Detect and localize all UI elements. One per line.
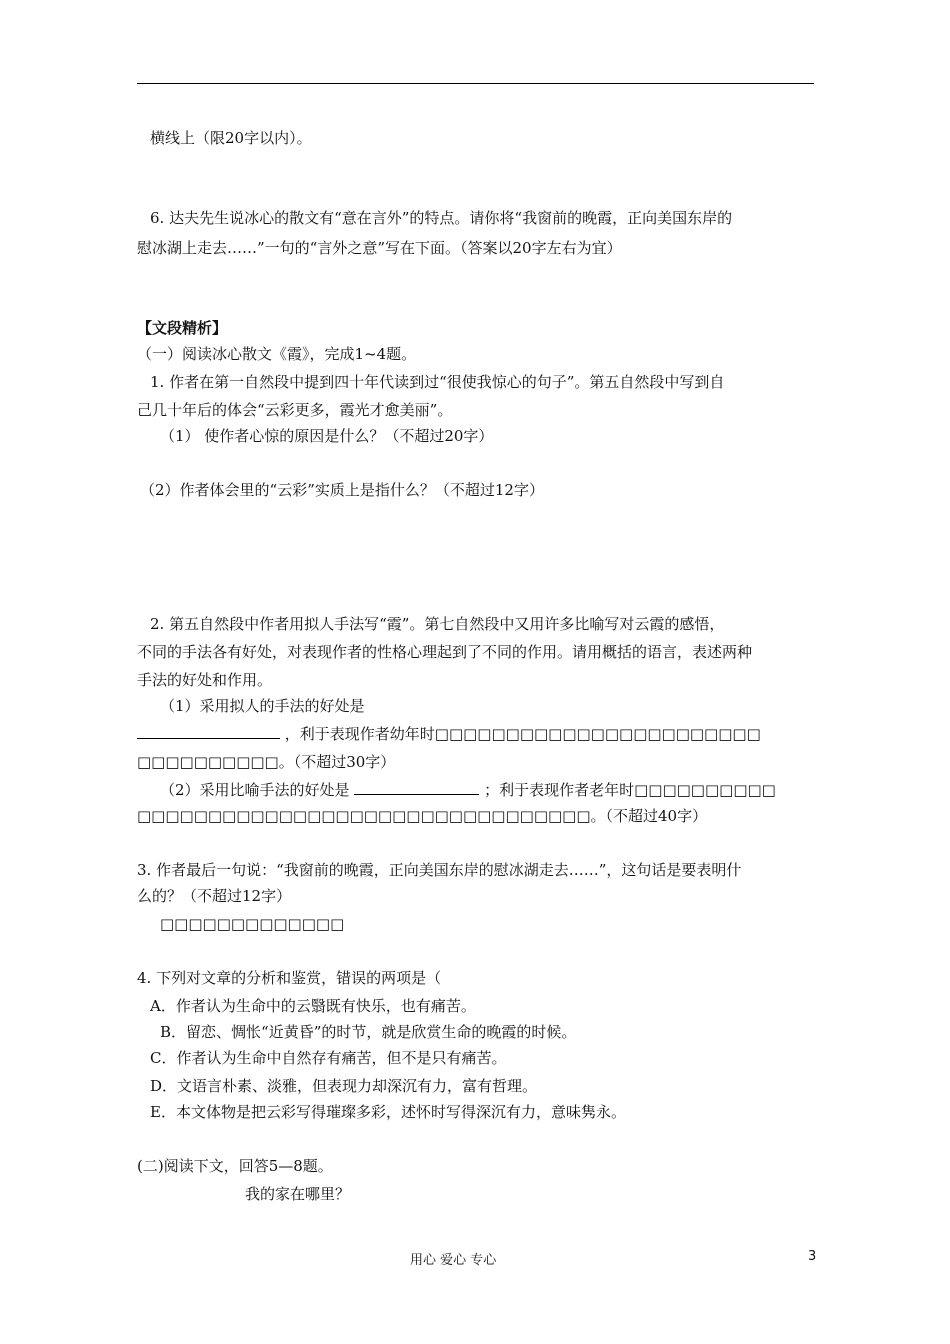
page-number: 3: [808, 1249, 817, 1264]
q2-sub-1-end: □□□□□□□□□□。（不超过30字）: [137, 753, 396, 771]
q2-sub-2-line: [160, 780, 776, 800]
header-rule: [137, 83, 814, 84]
q4-option-a: A．作者认为生命中的云翳既有快乐，也有痛苦。: [150, 997, 476, 1015]
q3-line-2: 么的？（不超过12字）: [137, 887, 292, 905]
q2-sub-1-answer-line: [137, 724, 761, 744]
q2-sub-1-label: （1）采用拟人的手法的好处是: [160, 697, 365, 715]
q2-sub-2-label: （2）采用比喻手法的好处是: [160, 781, 350, 799]
q1-sub-2: （2）作者体会里的“云彩”实质上是指什么？（不超过12字）: [140, 481, 544, 499]
q2-sub-2-mid: ；利于表现作者老年时□□□□□□□□□□: [484, 781, 776, 799]
q4-stem: 4. 下列对文章的分析和鉴赏，错误的两项是（: [137, 969, 442, 987]
q2-line-3: 手法的好处和作用。: [137, 671, 273, 689]
q4-option-d: D．文语言朴素、淡雅，但表现力却深沉有力，富有哲理。: [150, 1077, 538, 1095]
q2-line-2: 不同的手法各有好处，对表现作者的性格心理起到了不同的作用。请用概括的语言，表述两种: [137, 643, 753, 661]
top-line: 横线上（限20字以内）。: [150, 129, 312, 147]
part2-title: 我的家在哪里？: [245, 1185, 351, 1203]
q3-answer-boxes: □□□□□□□□□□□□□: [160, 915, 345, 933]
footer-slogan: 用心 爱心 专心: [410, 1253, 497, 1268]
answer-blank-1[interactable]: [137, 724, 280, 739]
q3-line-1: 3. 作者最后一句说：“我窗前的晚霞，正向美国东岸的慰冰湖走去……”，这句话是要表明什: [137, 861, 742, 879]
q6-line-1: 6. 达夫先生说冰心的散文有“意在言外”的特点。请你将“我窗前的晚霞，正向美国东岸的: [150, 209, 733, 227]
q1-line-2: 己几十年后的体会“云彩更多，霞光才愈美丽”。: [137, 401, 453, 419]
q2-line-1: 2. 第五自然段中作者用拟人手法写“霞”。第七自然段中又用许多比喻写对云霞的感悟，: [150, 615, 725, 633]
part1-intro: （一）阅读冰心散文《霞》，完成1~4题。: [137, 345, 417, 363]
q1-sub-1: （1） 使作者心惊的原因是什么？（不超过20字）: [160, 427, 494, 445]
q4-option-b: B．留恋、惆怅“近黄昏”的时节，就是欣赏生命的晚霞的时候。: [160, 1023, 577, 1041]
answer-blank-2[interactable]: [354, 780, 479, 795]
q4-option-c: C．作者认为生命中自然存有痛苦，但不是只有痛苦。: [150, 1049, 507, 1067]
q1-line-1: 1. 作者在第一自然段中提到四十年代读到过“很使我惊心的句子”。第五自然段中写到自: [150, 373, 725, 391]
section-title: 【文段精析】: [137, 319, 228, 337]
q2-sub-1-mid: ，利于表现作者幼年时□□□□□□□□□□□□□□□□□□□□□□□: [284, 725, 761, 743]
q2-sub-2-end: □□□□□□□□□□□□□□□□□□□□□□□□□□□□□□□□。（不超过40字）: [137, 807, 708, 825]
q6-line-2: 慰冰湖上走去……”一句的“言外之意”写在下面。（答案以20字左右为宜）: [137, 239, 622, 257]
part2-intro: (二)阅读下文，回答5—8题。: [137, 1157, 333, 1175]
q4-option-e: E．本文体物是把云彩写得璀璨多彩，述怀时写得深沉有力，意味隽永。: [150, 1103, 626, 1121]
